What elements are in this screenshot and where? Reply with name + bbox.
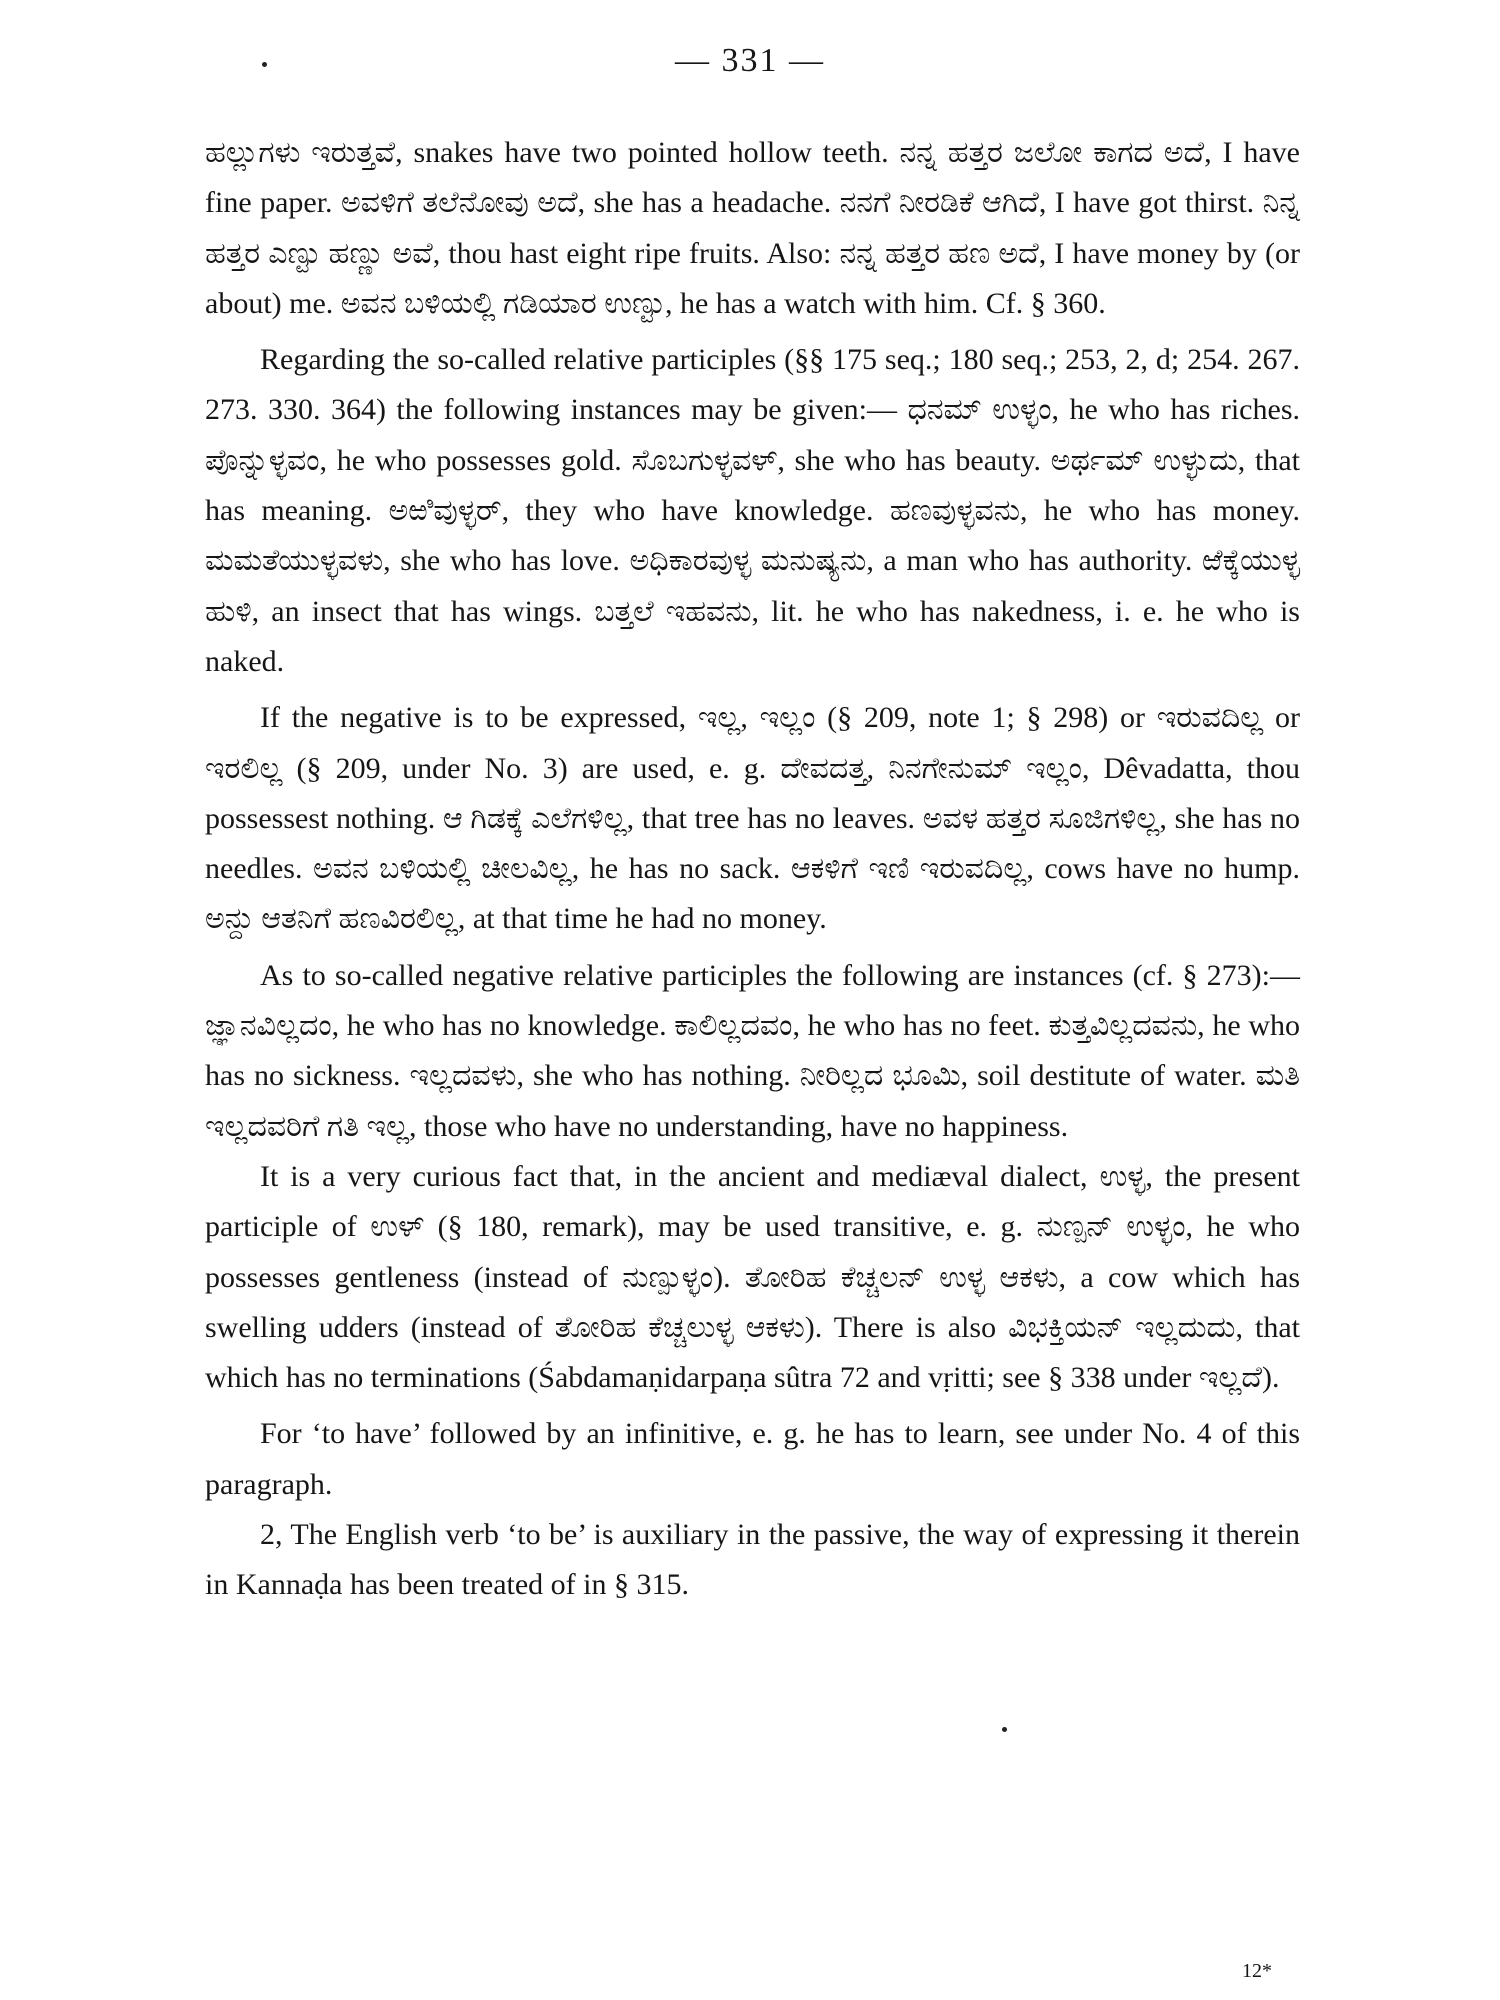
paragraph-relative-participles: Regarding the so-called relative participles (§§ 175 seq.; 180 seq.; 253, 2, d; 254. 267. 273. 330. 364) the following instances may be given:— ಧನಮ್ ಉಳ್ಳಂ, he who has riches. ಪೊನ್ನುಳ್ಳವಂ, he who possesses gold. ಸೊಬಗುಳ್ಳವಳ್, she who has beauty. ಅರ್ಥಮ್ ಉಳ್ಳುದು, that has meaning. ಅಱಿವುಳ್ಳರ್, they who have knowledge. ಹಣವುಳ್ಳವನು, he who has money. ಮಮತೆಯುಳ್ಳವಳು, she who has love. ಅಧಿಕಾರವುಳ್ಳ ಮನುಷ್ಯನು, a man who has authority. ಱೆಕ್ಕೆಯುಳ್ಳ ಹುಳಿ, an insect that has wings. ಬತ್ತಲೆ ಇಹವನು, lit. he who has nakedness, i. e. he who is naked. [205, 343, 1300, 678]
page-number: — 331 — [675, 42, 825, 79]
paragraph-negative: If the negative is to be expressed, ಇಲ್ಲ, ಇಲ್ಲಂ (§ 209, note 1; § 298) or ಇರುವದಿಲ್ಲ or ಇರಲಿಲ್ಲ (§ 209, under No. 3) are used, e. g. ದೇವದತ್ತ, ನಿನಗೇನುಮ್ ಇಲ್ಲಂ, Dêvadatta, thou possessest nothing. ಆ ಗಿಡಕ್ಕೆ ಎಲೆಗಳಿಲ್ಲ, that tree has no leaves. ಅವಳ ಹತ್ತರ ಸೂಜಿಗಳಿಲ್ಲ, she has no needles. ಅವನ ಬಳಿಯಲ್ಲಿ ಚೀಲವಿಲ್ಲ, he has no sack. ಆಕಳಿಗೆ ಇಣಿ ಇರುವದಿಲ್ಲ, cows have no hump. ಅನ್ದು ಆತನಿಗೆ ಹಣವಿರಲಿಲ್ಲ, at that time he had no money. [205, 701, 1300, 936]
print-speck [1002, 1727, 1007, 1732]
body-text [205, 128, 1300, 1611]
paragraph-transitive-ulla: It is a very curious fact that, in the ancient and mediæval dialect, ಉಳ್ಳ, the present participle of ಉಳ್ (§ 180, remark), may be used transitive, e. g. ನುಣ್ಪನ್ ಉಳ್ಳಂ, he who possesses gentleness (instead of ನುಣ್ಪುಳ್ಳಂ). ತೋರಿಹ ಕೆಚ್ಚಲನ್ ಉಳ್ಳ ಆಕಳು, a cow which has swelling udders (instead of ತೋರಿಹ ಕೆಚ್ಚಲುಳ್ಳ ಆಕಳು). There is also ವಿಭಕ್ತಿಯನ್ ಇಲ್ಲದುದು, that which has no terminations (Śabdamaṇidarpaṇa sûtra 72 and vṛitti; see § 338 under ಇಲ್ಲದೆ). [205, 1159, 1300, 1395]
paragraph-possession-examples: ಹಲ್ಲುಗಳು ಇರುತ್ತವೆ, snakes have two pointed hollow teeth. ನನ್ನ ಹತ್ತರ ಜಲೋ ಕಾಗದ ಅದೆ, I have fine paper. ಅವಳಿಗೆ ತಲೆನೋವು ಅದೆ, she has a headache. ನನಗೆ ನೀರಡಿಕೆ ಆಗಿದೆ, I have got thirst. ನಿನ್ನ ಹತ್ತರ ಎಣ್ಟು ಹಣ್ಣು ಅವೆ, thou hast eight ripe fruits. Also: ನನ್ನ ಹತ್ತರ ಹಣ ಅದೆ, I have money by (or about) me. ಅವನ ಬಳಿಯಲ್ಲಿ ಗಡಿಯಾರ ಉಣ್ಟು, he has a watch with him. Cf. § 360. [205, 136, 1300, 320]
print-speck [262, 62, 267, 67]
paragraph-to-have-infinitive: For ‘to have’ followed by an infinitive, e. g. he has to learn, see under No. 4 of this paragraph. [205, 1417, 1300, 1501]
paragraph-negative-relative-participles: As to so-called negative relative participles the following are instances (cf. § 273):—ಜ್ಞಾನವಿಲ್ಲದಂ, he who has no knowledge. ಕಾಲಿಲ್ಲದವಂ, he who has no feet. ಕುತ್ತವಿಲ್ಲದವನು, he who has no sickness. ಇಲ್ಲದವಳು, she who has nothing. ನೀರಿಲ್ಲದ ಭೂಮಿ, soil destitute of water. ಮತಿ ಇಲ್ಲದವರಿಗೆ ಗತಿ ಇಲ್ಲ, those who have no understanding, have no happiness. [205, 958, 1300, 1143]
signature-mark: 12* [1242, 1960, 1272, 1982]
paragraph-to-be-auxiliary: 2, The English verb ‘to be’ is auxiliary in the passive, the way of expressing it therein in Kannaḍa has been treated of in § 315. [205, 1518, 1300, 1602]
